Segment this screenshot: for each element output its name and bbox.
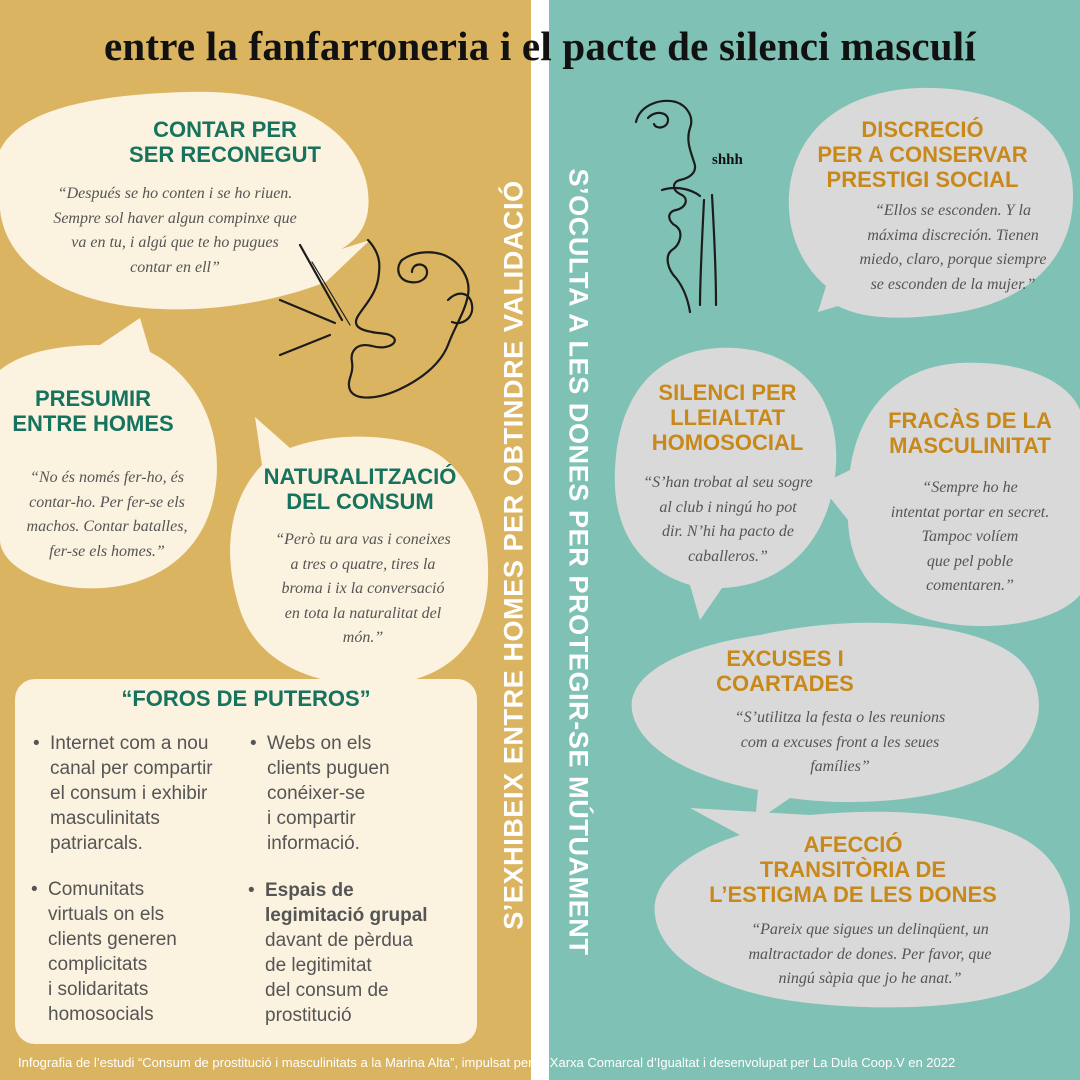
heading-discrecio: DISCRECIÓ PER A CONSERVAR PRESTIGI SOCIAL: [817, 117, 1028, 192]
page-title: entre la fanfarroneria i el pacte de silenci masculí: [103, 23, 976, 69]
quote-excuses: “S’utilitza la festa o les reunions com a excuses front a les seues famílies”: [734, 709, 946, 775]
shhh-label: shhh: [712, 152, 743, 168]
shushing-face-icon: [636, 101, 716, 312]
quote-silenci: “S’han trobat al seu sogre al club i ningú ho pot dir. N’hi ha pacto de caballeros.”: [643, 474, 813, 565]
foros-item-espais: • Espais de legimitació grupal davant de pèrdua de legitimitat del consum de prostitució: [248, 880, 428, 1026]
heading-afeccio: AFECCIÓ TRANSITÒRIA DE L’ESTIGMA DE LES DONES: [709, 832, 997, 907]
quote-fracas: “Sempre ho he intentat portar en secret. Tampoc volíem que pel poble comentaren.”: [890, 479, 1050, 594]
foros-item-webs: • Webs on els clients puguen conéixer-se i compartir informació.: [250, 733, 390, 854]
quote-naturalitzacio: “Però tu ara vas i coneixes a tres o quatre, tires la broma i ix la conversació en tota la naturalitat del món.”: [275, 531, 451, 646]
heading-naturalitzacio: NATURALITZACIÓ DEL CONSUM: [263, 464, 457, 514]
quote-afeccio: “Pareix que sigues un delinqüent, un maltractador de dones. Per favor, que ningú sàpia que jo he anat.”: [748, 921, 992, 987]
heading-contar: CONTAR PER SER RECONEGUT: [129, 117, 321, 167]
heading-fracas: FRACÀS DE LA MASCULINITAT: [888, 408, 1052, 458]
heading-excuses: EXCUSES I COARTADES: [716, 646, 854, 696]
heading-silenci: SILENCI PER LLEIALTAT HOMOSOCIAL: [651, 380, 804, 455]
left-vertical-label: S’EXHIBEIX ENTRE HOMES PER OBTINDRE VALIDACIÓ: [498, 180, 529, 930]
heading-presumir: PRESUMIR ENTRE HOMES: [12, 386, 174, 436]
foros-item-internet: • Internet com a nou canal per compartir el consum i exhibir masculinitats patriarcals.: [33, 733, 213, 854]
quote-discrecio: “Ellos se esconden. Y la máxima discreción. Tienen miedo, claro, porque siempre se esconden de la mujer.”: [859, 202, 1047, 293]
right-vertical-label: S’OCULTA A LES DONES PER PROTEGIR-SE MÚTUAMENT: [563, 168, 594, 956]
quote-contar: “Después se ho conten i se ho riuen. Sempre sol haver algun compinxe que va en tu, i algú que te ho pugues contar en ell”: [53, 185, 297, 276]
foros-item-comunitats: • Comunitats virtuals on els clients generen complicitats i solidaritats homosocials: [31, 879, 177, 1025]
foros-title: “FOROS DE PUTEROS”: [121, 686, 371, 711]
quote-presumir: “No és només fer-ho, és contar-ho. Per fer-se els machos. Contar batalles, fer-se els homes.”: [26, 469, 188, 560]
footer-credit: Infografia de l’estudi “Consum de prostitució i masculinitats a la Marina Alta”, impulsat per la Xarxa Comarcal d’Igualtat i desenvolupat per La Dula Coop.V en 2022: [18, 1055, 956, 1070]
